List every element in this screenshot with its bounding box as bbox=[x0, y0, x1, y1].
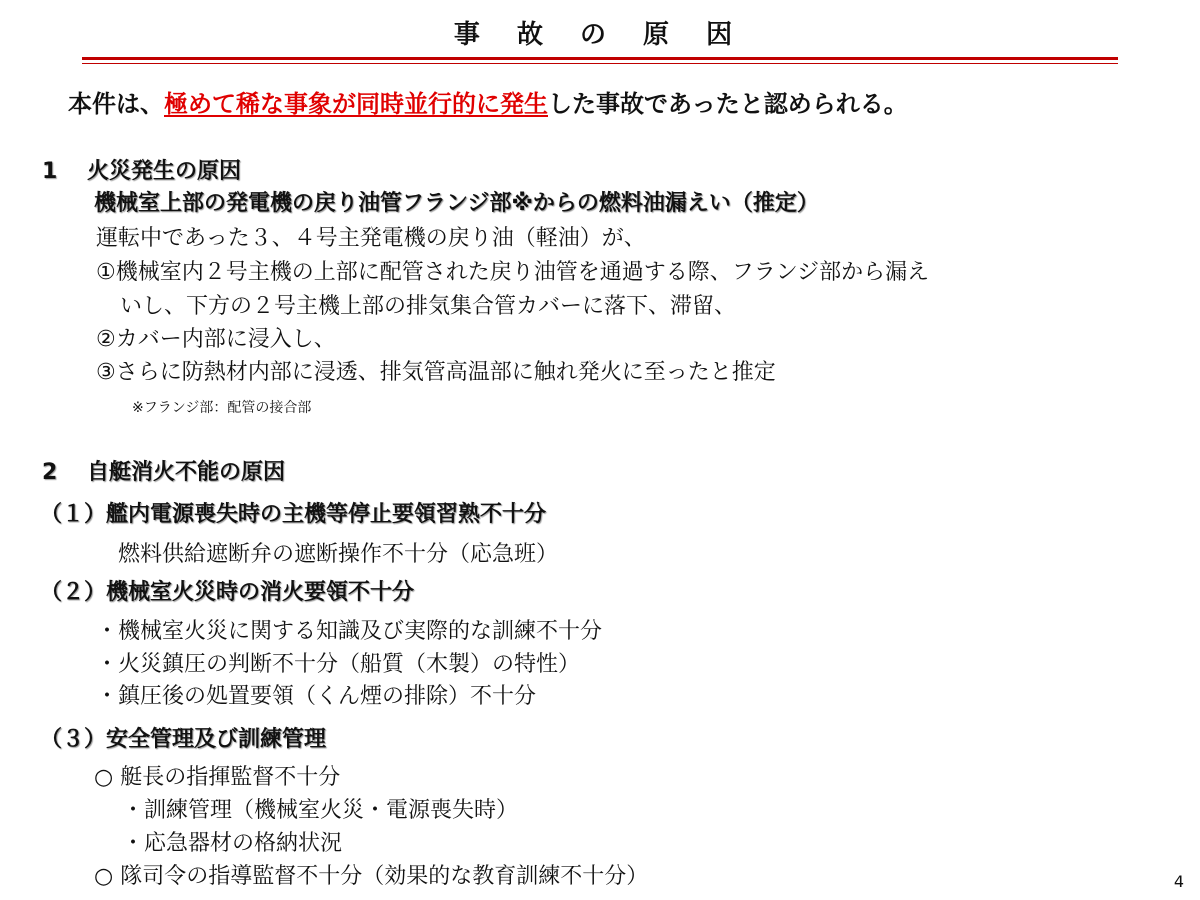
subsection3-heading: （３）安全管理及び訓練管理 bbox=[40, 727, 327, 752]
subsection2-line: ・火災鎮圧の判断不十分（船質（木製）の特性） bbox=[96, 652, 581, 677]
subsection3-line: ○ 隊司令の指導監督不十分（効果的な教育訓練不十分） bbox=[94, 864, 649, 889]
section2-heading: 2 自艇消火不能の原因 bbox=[42, 460, 285, 485]
subsection1-line: 燃料供給遮断弁の遮断操作不十分（応急班） bbox=[118, 542, 559, 567]
section1-line: ③さらに防熱材内部に浸透、排気管高温部に触れ発火に至ったと推定 bbox=[96, 360, 776, 385]
section1-heading: 1 火災発生の原因 bbox=[42, 159, 241, 184]
section1-line: いし、下方の２号主機上部の排気集合管カバーに落下、滞留、 bbox=[120, 294, 737, 319]
title-rule-thick bbox=[82, 57, 1118, 60]
subsection3-line: ・訓練管理（機械室火災・電源喪失時） bbox=[122, 798, 519, 823]
title-rule-thin bbox=[82, 63, 1118, 64]
section1-line: ①機械室内２号主機の上部に配管された戻り油管を通過する際、フランジ部から漏え bbox=[96, 260, 930, 285]
page-number: 4 bbox=[1173, 872, 1184, 891]
subsection3-line: ・応急器材の格納状況 bbox=[122, 831, 343, 856]
footnote: ※フランジ部：配管の接合部 bbox=[132, 400, 312, 416]
intro-after: した事故であったと認められる。 bbox=[548, 90, 908, 118]
subsection1-heading: （１）艦内電源喪失時の主機等停止要領習熟不十分 bbox=[40, 502, 547, 527]
subsection2-heading: （２）機械室火災時の消火要領不十分 bbox=[40, 580, 415, 605]
subsection2-line: ・機械室火災に関する知識及び実際的な訓練不十分 bbox=[96, 619, 603, 644]
section1-line: ②カバー内部に浸入し、 bbox=[96, 327, 336, 352]
subsection3-line: ○ 艇長の指揮監督不十分 bbox=[94, 765, 341, 790]
slide-title: 事 故 の 原 因 bbox=[453, 20, 747, 50]
subsection2-line: ・鎮圧後の処置要領（くん煙の排除）不十分 bbox=[96, 684, 537, 709]
section1-subheading: 機械室上部の発電機の戻り油管フランジ部※からの燃料油漏えい（推定） bbox=[94, 191, 819, 216]
section1-line: 運転中であった３、４号主発電機の戻り油（軽油）が、 bbox=[96, 226, 646, 251]
intro-before: 本件は、 bbox=[68, 90, 164, 118]
intro-statement bbox=[68, 84, 908, 119]
intro-highlight: 極めて稀な事象が同時並行的に発生 bbox=[164, 90, 548, 118]
